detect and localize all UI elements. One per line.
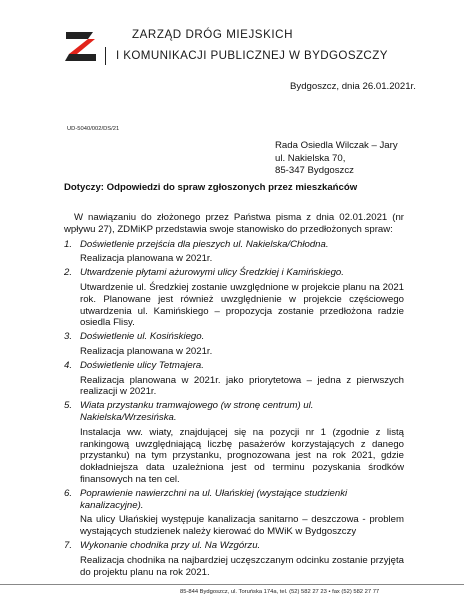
list-item (64, 360, 404, 398)
letter-body (64, 212, 404, 580)
item-detail: Na ulicy Ułańskiej występuje kanalizacja sanitarno – deszczowa - problem wystających studzienek należy kierować do MWiK w Bydgoszczy (80, 514, 404, 538)
item-detail: Realizacja planowana w 2021r. jako priorytetowa – jedna z pierwszych realizacji w 2021r. (80, 374, 404, 398)
zdmikp-logo (64, 27, 98, 63)
list-item (64, 540, 404, 578)
recipient-line2: ul. Nakielska 70, (275, 152, 346, 164)
item-number: 6. (64, 487, 73, 499)
recipient-line1: Rada Osiedla Wilczak – Jary (275, 140, 398, 151)
item-number: 2. (64, 267, 73, 279)
org-name-line2: I KOMUNIKACJI PUBLICZNEJ W BYDGOSZCZY (116, 49, 388, 62)
item-title: Doświetlenie ul. Kosińskiego. (80, 331, 205, 343)
item-title: Poprawienie nawierzchni na ul. Ułańskiej (wystające studzienki kanalizacyjne). (80, 487, 348, 511)
recipient-address (275, 140, 398, 178)
item-title: Doświetlenie ulicy Tetmajera. (80, 359, 204, 371)
item-detail: Realizacja chodnika na najbardziej uczęszczanym odcinku zostanie przyjęta do projektu planu na rok 2021. (80, 554, 404, 578)
header-divider (105, 47, 106, 65)
list-item (64, 400, 404, 486)
item-detail: Realizacja planowana w 2021r. (80, 253, 213, 265)
item-detail: Instalacja ww. wiaty, znajdującej się na pozycji nr 1 (zgodnie z listą rankingową uwzględniającą liczbę pasażerów korzystających z danego przystanku) na tym przystanku, prognozowana jest na rok 2021, gdzie dokładniejsza data uzależniona jest od terminu pozyskania środków finansowych na ten cel. (80, 426, 404, 485)
list-item (64, 331, 404, 358)
reference-number: UD-5040/002/DS/21 (67, 126, 120, 132)
list-item (64, 488, 404, 538)
footer-contact: 85-844 Bydgoszcz, ul. Toruńska 174a, tel. (52) 582 27 23 • fax (52) 582 27 77 (180, 589, 380, 595)
list-item (64, 267, 404, 329)
org-name-line1: ZARZĄD DRÓG MIEJSKICH (132, 28, 293, 41)
intro-paragraph: W nawiązaniu do złożonego przez Państwa pisma z dnia 02.01.2021 (nr wpływu 27), ZDMiKP przedstawia swoje stanowisko do przedłożonych spraw: (64, 212, 404, 235)
item-title: Utwardzenie płytami ażurowymi ulicy Średzkiej i Kamińskiego. (80, 267, 344, 279)
item-title: Wiata przystanku tramwajowego (w stronę centrum) ul. Nakielska/Wrzesińska. (80, 400, 314, 423)
item-number: 5. (64, 400, 73, 412)
item-detail: Utwardzenie ul. Średzkiej zostanie uwzględnione w projekcie planu na 2021 rok. Planowane jest również uwzględnienie w projekcie częściowego utwardzenia ul. Kamińskiego – propozycja zostanie przedłożona radzie osiedla Flisy. (80, 281, 404, 329)
recipient-line3: 85-347 Bydgoszcz (275, 165, 354, 176)
item-title: Doświetlenie przejścia dla pieszych ul. Nakielska/Chłodna. (80, 238, 329, 250)
item-number: 3. (64, 331, 73, 343)
item-title: Wykonanie chodnika przy ul. Na Wzgórzu. (80, 539, 261, 551)
subject-line: Dotyczy: Odpowiedzi do spraw zgłoszonych przez mieszkańców (64, 182, 358, 193)
list-item (64, 239, 404, 266)
item-detail: Realizacja planowana w 2021r. (80, 345, 213, 357)
letter-date: Bydgoszcz, dnia 26.01.2021r. (290, 81, 416, 92)
item-number: 4. (64, 359, 73, 371)
footer-divider (0, 584, 464, 585)
item-number: 7. (64, 539, 73, 551)
item-number: 1. (64, 238, 73, 250)
